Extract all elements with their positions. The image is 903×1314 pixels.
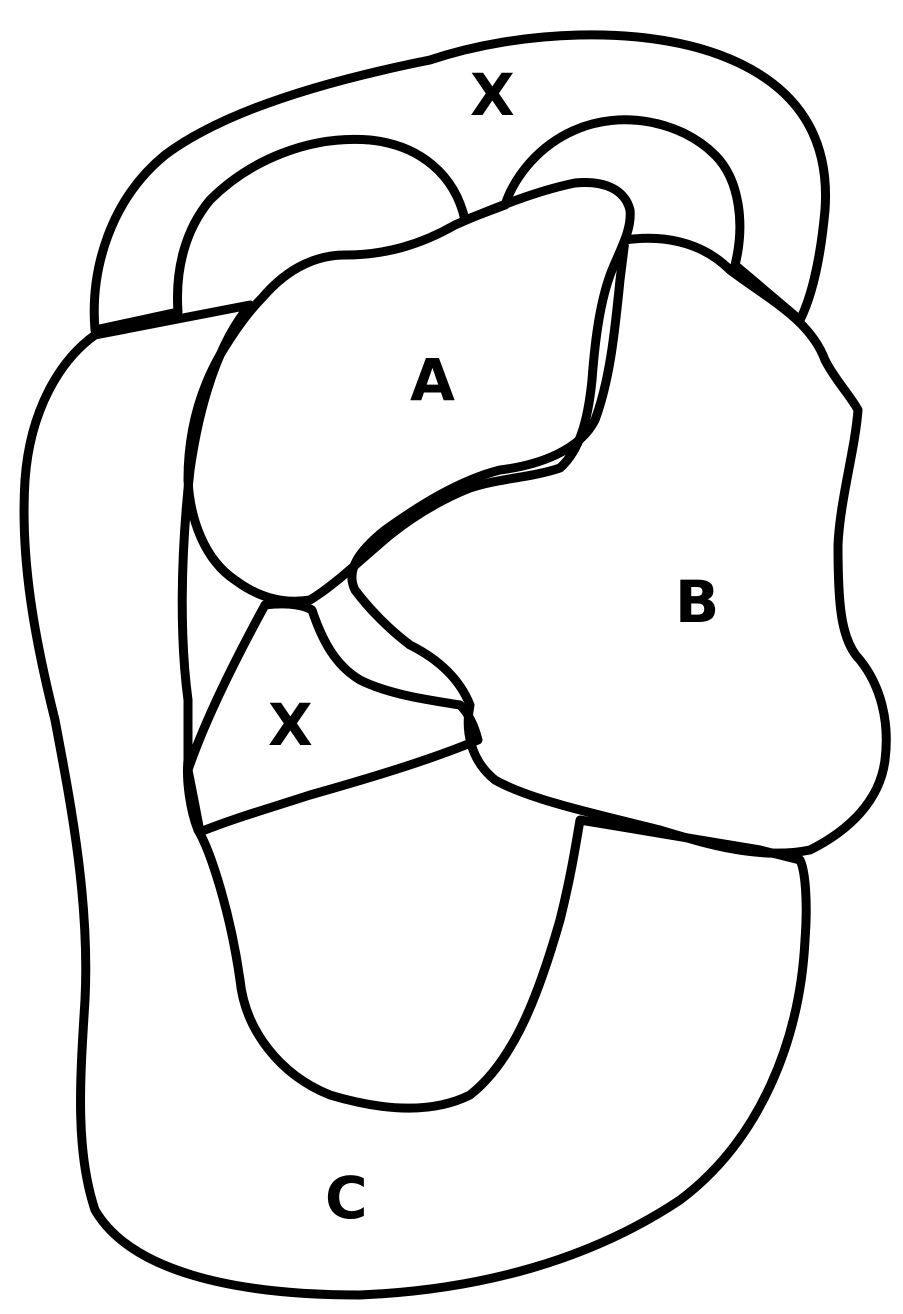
region-x-top	[94, 35, 825, 330]
region-x-top-label: X	[470, 61, 515, 129]
region-c	[24, 305, 806, 1295]
region-x-small	[188, 604, 478, 832]
region-x-small-shape	[188, 604, 478, 832]
region-x-top-shape	[94, 35, 825, 330]
region-b-label: B	[675, 568, 720, 636]
region-a-label: A	[410, 346, 455, 414]
region-c-label: C	[325, 1164, 368, 1232]
region-c-shape	[24, 305, 806, 1295]
region-a	[188, 182, 630, 601]
region-x-small-label: X	[268, 691, 313, 759]
